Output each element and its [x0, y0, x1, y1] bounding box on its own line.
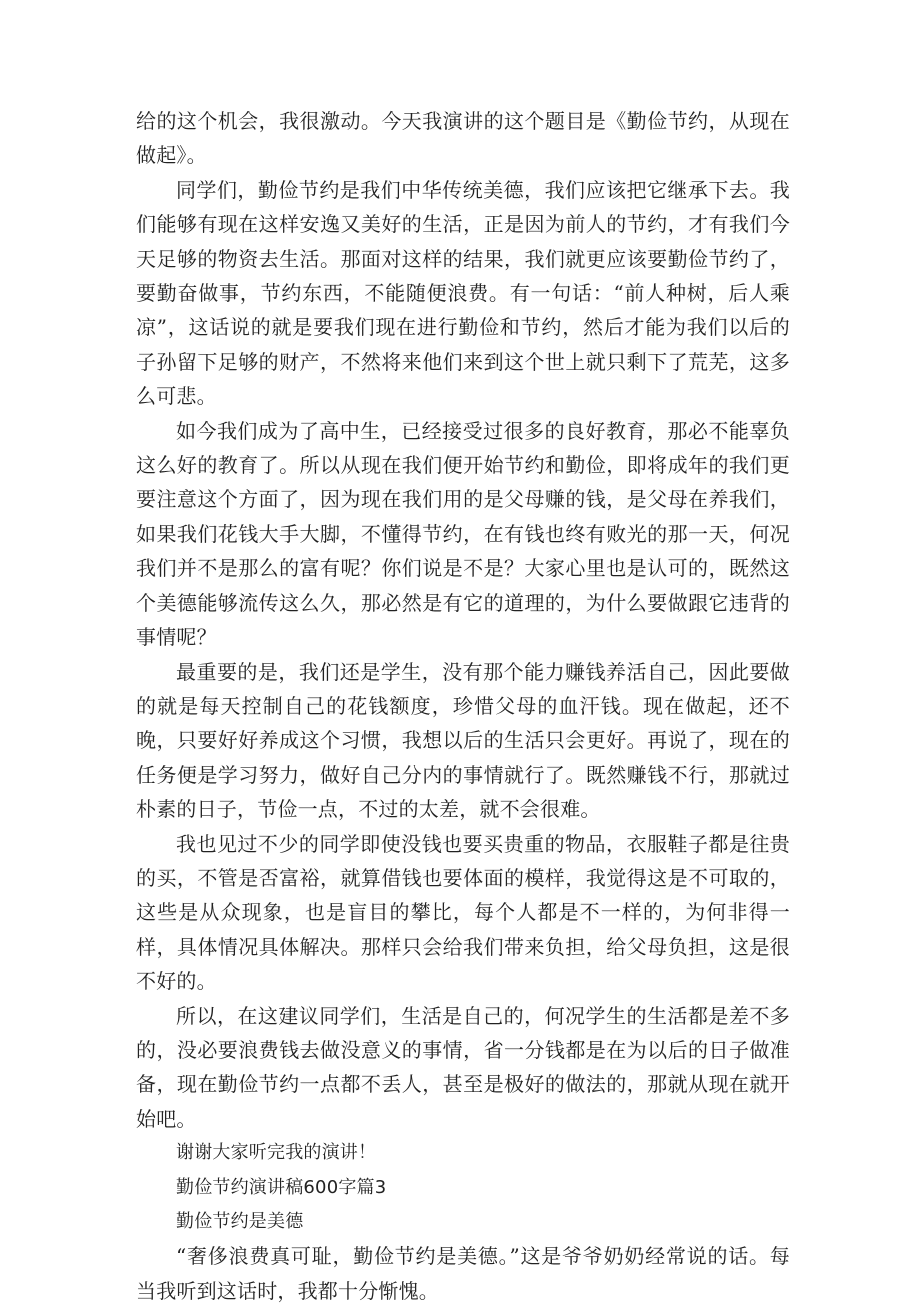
document-body — [136, 104, 790, 1308]
paragraph-grandparents-saying: “奢侈浪费真可耻，勤俭节约是美德。”这是爷爷奶奶经常说的话。每当我听到这话时，我都十分惭愧。 — [136, 1244, 790, 1303]
paragraph-high-school-students: 如今我们成为了高中生，已经接受过很多的良好教育，那必不能辜负这么好的教育了。所以从现在我们便开始节约和勤俭，即将成年的我们更要注意这个方面了，因为现在我们用的是父母赚的钱，是父母在养我们，如果我们花钱大手大脚，不懂得节约，在有钱也终有败光的那一天，何况我们并不是那么的富有呢？你们说是不是？大家心里也是认可的，既然这个美德能够流传这么久，那必然是有它的道理的，为什么要做跟它违背的事情呢？ — [136, 418, 790, 650]
paragraph-traditional-virtue: 同学们，勤俭节约是我们中华传统美德，我们应该把它继承下去。我们能够有现在这样安逸又美好的生活，正是因为前人的节约，才有我们今天足够的物资去生活。那面对这样的结果，我们就更应该要勤俭节约了，要勤奋做事，节约东西，不能随便浪费。有一句话：“前人种树，后人乘凉”，这话说的就是要我们现在进行勤俭和节约，然后才能为我们以后的子孙留下足够的财产，不然将来他们来到这个世上就只剩下了荒芜，这多么可悲。 — [136, 177, 790, 409]
paragraph-students-responsibility: 最重要的是，我们还是学生，没有那个能力赚钱养活自己，因此要做的就是每天控制自己的花钱额度，珍惜父母的血汗钱。现在做起，还不晚，只要好好养成这个习惯，我想以后的生活只会更好。再说了，现在的任务便是学习努力，做好自己分内的事情就行了。既然赚钱不行，那就过朴素的日子，节俭一点，不过的太差，就不会很难。 — [136, 659, 790, 822]
paragraph-thanks: 谢谢大家听完我的演讲！ — [176, 1142, 377, 1164]
paragraph-suggestion: 所以，在这建议同学们，生活是自己的，何况学生的生活都是差不多的，没必要浪费钱去做没意义的事情，省一分钱都是在为以后的日子做准备，现在勤俭节约一点都不丢人，甚至是极好的做法的，那就从现在就开始吧。 — [136, 1003, 790, 1131]
paragraph-intro-continuation: 给的这个机会，我很激动。今天我演讲的这个题目是《勤俭节约，从现在做起》。 — [136, 109, 790, 168]
paragraph-comparison-spending: 我也见过不少的同学即使没钱也要买贵重的物品，衣服鞋子都是往贵的买，不管是否富裕，就算借钱也要体面的模样，我觉得这是不可取的，这些是从众现象，也是盲目的攀比，每个人都是不一样的，为何非得一样，具体情况具体解决。那样只会给我们带来负担，给父母负担，这是很不好的。 — [136, 831, 790, 994]
section-subtitle: 勤俭节约是美德 — [176, 1211, 304, 1232]
section-heading-speech-3: 勤俭节约演讲稿600字篇3 — [176, 1176, 387, 1198]
